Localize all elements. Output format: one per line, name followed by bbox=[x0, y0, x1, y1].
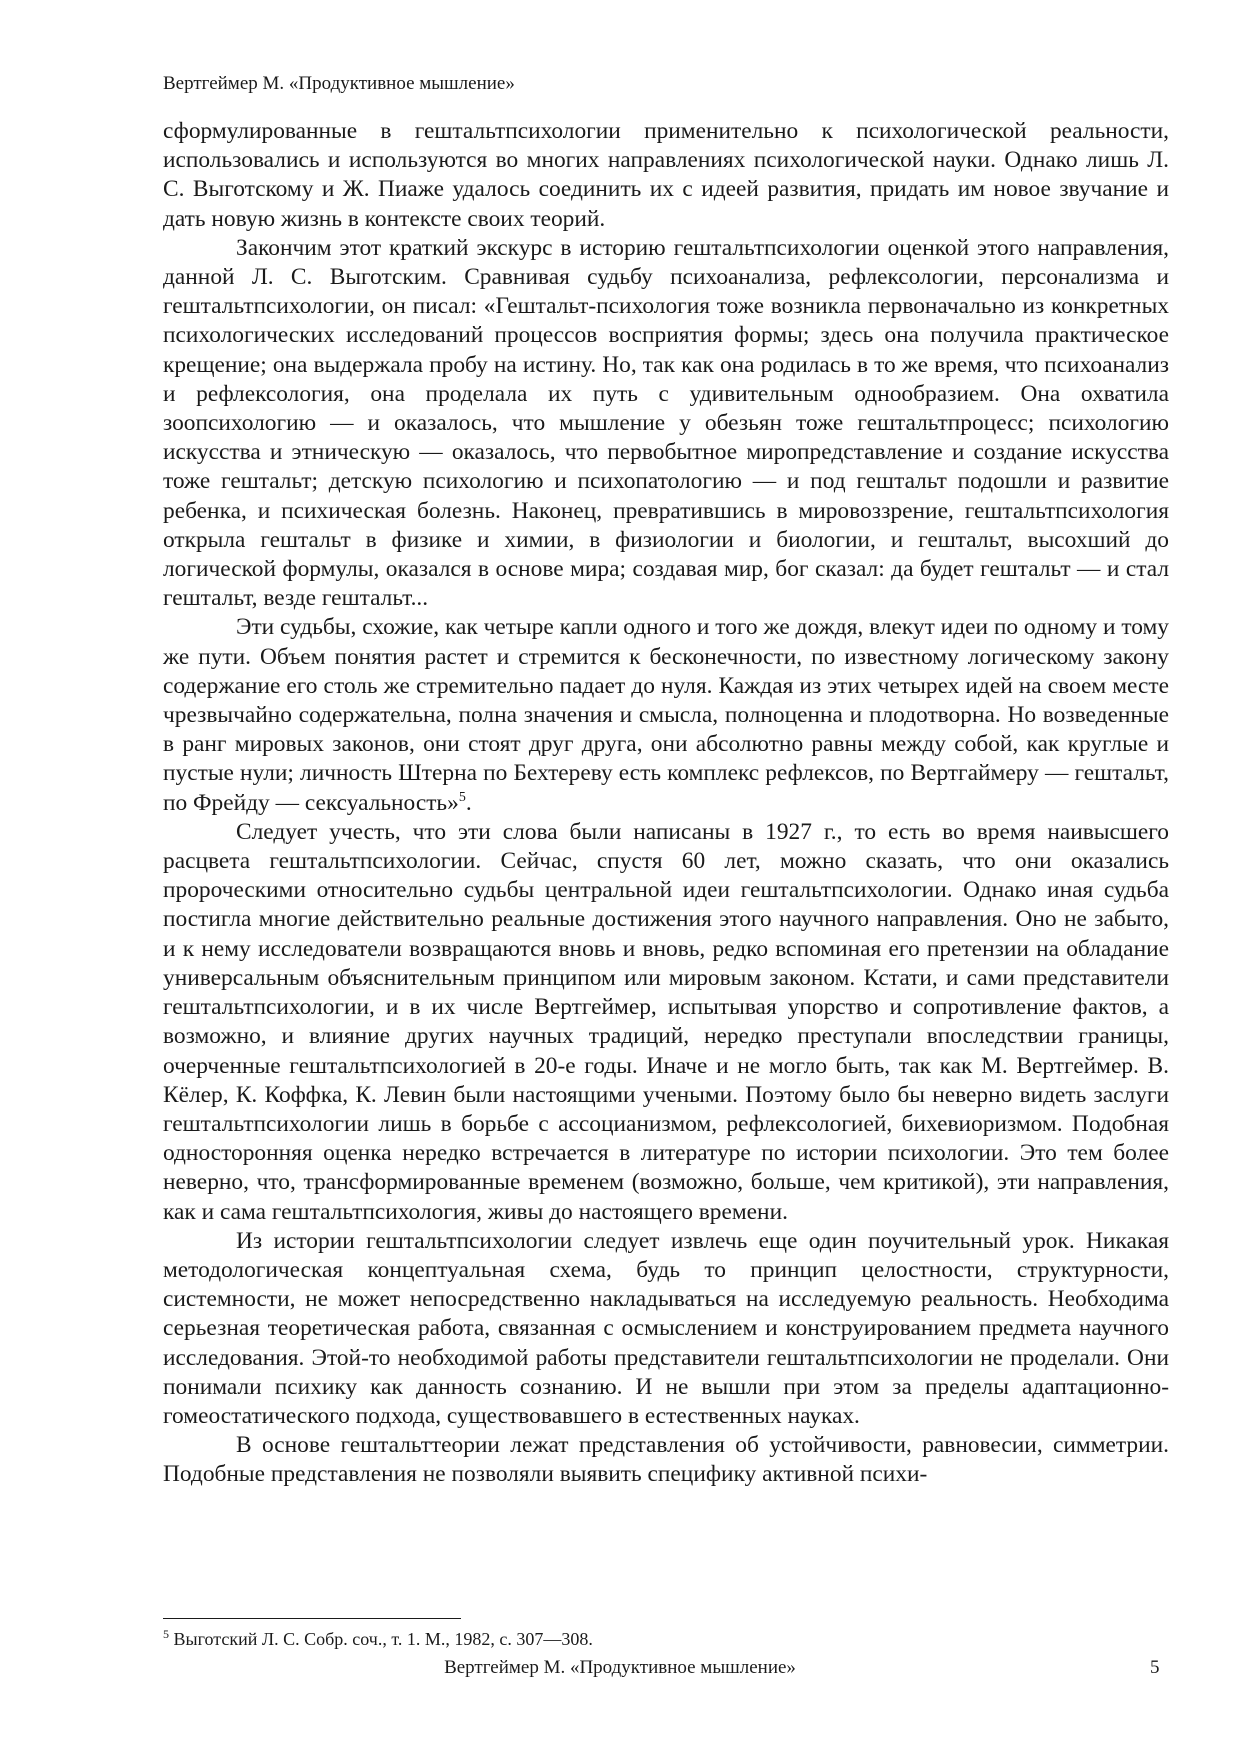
page-number: 5 bbox=[1150, 1657, 1160, 1678]
paragraph-5: Из истории гештальтпсихологии следует извлечь еще один поучительный урок. Никакая методологическая концептуальная схема, будь то принцип целостности, структурности, системности, не может непосредственно накладываться на исследуемую реальность. Необходима серьезная теоретическая работа, связанная с осмыслением и конструированием предмета научного исследования. Этой-то необходимой работы представители гештальтпсихологии не проделали. Они понимали психику как данность сознанию. И не вышли при этом за пределы адаптационно-гомеостатического подхода, существовавшего в естественных науках. bbox=[163, 1227, 1169, 1429]
paragraph-3: Эти судьбы, схожие, как четыре капли одного и того же дождя, влекут идеи по одному и тому же пути. Объем понятия растет и стремится к бесконечности, по известному логическому закону содержание его столь же стремительно падает до нуля. Каждая из этих четырех идей на своем месте чрезвычайно содержательна, полна значения и смысла, полноценна и плодотворна. Но возведенные в ранг мировых законов, они стоят друг друга, они абсолютно равны между собой, как круглые и пустые нули; личность Штерна по Бехтереву есть комплекс рефлексов, по Вертгаймеру — гештальт, по Фрейду — сексуальность»$^5$. bbox=[163, 614, 1169, 816]
footnote-separator bbox=[163, 1618, 461, 1619]
paragraph-6: В основе гештальттеории лежат представления об устойчивости, равновесии, симметрии. Подобные представления не позволяли выявить специфику активной психи- bbox=[163, 1432, 1169, 1488]
footnote-text: Выготский Л. С. Собр. соч., т. 1. М., 1982, с. 307—308. bbox=[173, 1629, 593, 1649]
running-footer: Вертгеймер М. «Продуктивное мышление» bbox=[444, 1657, 796, 1678]
paragraph-2: Закончим этот краткий экскурс в историю гештальтпсихологии оценкой этого направления, данной Л. С. Выготским. Сравнивая судьбу психоанализа, рефлексологии, персонализма и гештальтпсихологии, он писал: «Гештальт-психология тоже возникла первоначально из конкретных психологических исследований процессов восприятия формы; здесь она получила практическое крещение; она выдержала пробу на истину. Но, так как она родилась в то же время, что психоанализ и рефлексология, она проделала их путь с удивительным однообразием. Она охватила зоопсихологию — и оказалось, что мышление у обезьян тоже гештальтпроцесс; психологию искусства и этническую — оказалось, что первобытное миропредставление и создание искусства тоже гештальт; детскую психологию и психопатологию — и под гештальт подошли и развитие ребенка, и психическая болезнь. Наконец, превратившись в мировоззрение, гештальтпсихология открыла гештальт в физике и химии, в физиологии и биологии, и гештальт, высохший до логической формулы, оказался в основе мира; создавая мир, бог сказал: да будет гештальт — и стал гештальт, везде гештальт... bbox=[163, 234, 1169, 612]
running-header: Вертгеймер М. «Продуктивное мышление» bbox=[163, 73, 515, 94]
paragraph-1: сформулированные в гештальтпсихологии применительно к психологической реальности, использовались и используются во многих направлениях психологической науки. Однако лишь Л. С. Выготскому и Ж. Пиаже удалось соединить их с идеей развития, придать им новое звучание и дать новую жизнь в контексте своих теорий. bbox=[163, 118, 1169, 232]
footnote-number: 5 bbox=[163, 1627, 169, 1641]
footnote-reference[interactable]: 5 bbox=[458, 789, 466, 805]
footnote bbox=[163, 1628, 593, 1650]
paragraph-3-text: Эти судьбы, схожие, как четыре капли одного и того же дождя, влекут идеи по одному и тому же пути. Объем понятия растет и стремится к бесконечности, по известному логическому закону содержание его столь же стремительно падает до нуля. Каждая из этих четырех идей на своем месте чрезвычайно содержательна, полна значения и смысла, полноценна и плодотворна. Но возведенные в ранг мировых законов, они стоят друг друга, они абсолютно равны между собой, как круглые и пустые нули; личность Штерна по Бехтереву есть комплекс рефлексов, по Вертгаймеру — гештальт, по Фрейду — сексуальность» bbox=[163, 614, 1169, 816]
paragraph-4: Следует учесть, что эти слова были написаны в 1927 г., то есть во время наивысшего расцвета гештальтпсихологии. Сейчас, спустя 60 лет, можно сказать, что они оказались пророческими относительно судьбы центральной идеи гештальтпсихологии. Однако иная судьба постигла многие действительно реальные достижения этого научного направления. Оно не забыто, и к нему исследователи возвращаются вновь и вновь, редко вспоминая его претензии на обладание универсальным объяснительным принципом или мировым законом. Кстати, и сами представители гештальтпсихологии, и в их числе Вертгеймер, испытывая упорство и сопротивление фактов, а возможно, и влияние других научных традиций, нередко преступали впоследствии границы, очерченные гештальтпсихологией в 20-е годы. Иначе и не могло быть, так как М. Вертгеймер. В. Кёлер, К. Коффка, К. Левин были настоящими учеными. Поэтому было бы неверно видеть заслуги гештальтпсихологии лишь в борьбе с ассоцианизмом, рефлексологией, бихевиоризмом. Подобная односторонняя оценка нередко встречается в литературе по истории психологии. Это тем более неверно, что, трансформированные временем (возможно, больше, чем критикой), эти направления, как и сама гештальтпсихология, живы до настоящего времени. bbox=[163, 818, 1169, 1225]
body-text bbox=[163, 117, 1169, 1490]
